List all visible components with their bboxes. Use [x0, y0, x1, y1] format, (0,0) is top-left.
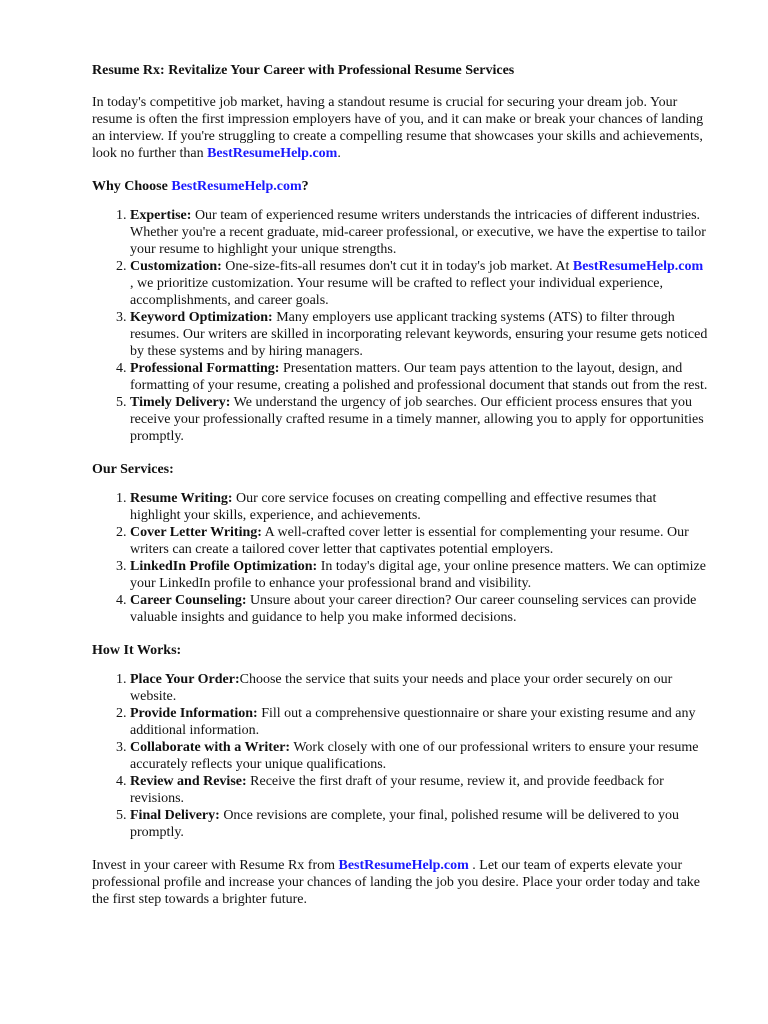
services-heading: Our Services:: [92, 462, 174, 477]
list-item: 4. Professional Formatting: Presentation matters. Our team pays attention to the layout, design, and formatting of your resume, creating a polished and professional document that stands out from the rest.: [130, 360, 708, 394]
why-brand-link[interactable]: BestResumeHelp.com: [171, 179, 302, 194]
how-it-works-list: [92, 671, 708, 841]
intro-paragraph: [92, 94, 708, 162]
outro-paragraph: Invest in your career with Resume Rx from BestResumeHelp.com . Let our team of experts elevate your professional profile and increase your chances of landing the job you desire. Place your order today and take the first step towards a brighter future.: [92, 858, 701, 907]
list-item: 1. Place Your Order:Choose the service that suits your needs and place your order securely on our website.: [130, 671, 708, 705]
list-item: 5. Final Delivery: Once revisions are complete, your final, polished resume will be delivered to you promptly.: [130, 807, 708, 841]
intro-end: .: [337, 146, 341, 161]
outro-brand-link[interactable]: BestResumeHelp.com: [338, 858, 469, 873]
brand-link[interactable]: BestResumeHelp.com: [207, 146, 338, 161]
why-choose-heading: Why Choose BestResumeHelp.com?: [92, 179, 309, 194]
list-item: 5. Timely Delivery: We understand the urgency of job searches. Our efficient process ensures that you receive your professionally crafted resume in a timely manner, allowing you to apply for opportunities promptly.: [130, 394, 708, 445]
why-choose-list: [92, 207, 708, 445]
services-list: [92, 490, 708, 626]
list-item: 4. Review and Revise: Receive the first draft of your resume, review it, and provide feedback for revisions.: [130, 773, 708, 807]
list-item: 2. Provide Information: Fill out a comprehensive questionnaire or share your existing resume and any additional information.: [130, 705, 708, 739]
list-item: 1. Expertise: Our team of experienced resume writers understands the intricacies of different industries. Whether you're a recent graduate, mid-career professional, or executive, we have the expertise to tailor your resume to highlight your unique strengths.: [130, 207, 708, 258]
list-item: 3. Keyword Optimization: Many employers use applicant tracking systems (ATS) to filter through resumes. Our writers are skilled in incorporating relevant keywords, ensuring your resume gets noticed by these systems and by hiring managers.: [130, 309, 708, 360]
list-item: 2. Cover Letter Writing: A well-crafted cover letter is essential for complementing your resume. Our writers can create a tailored cover letter that captivates potential employers.: [130, 524, 708, 558]
list-item: 4. Career Counseling: Unsure about your career direction? Our career counseling services can provide valuable insights and guidance to help you make informed decisions.: [130, 592, 708, 626]
list-item: 3. Collaborate with a Writer: Work closely with one of our professional writers to ensure your resume accurately reflects your unique qualifications.: [130, 739, 708, 773]
list-item: 2. Customization: One-size-fits-all resumes don't cut it in today's job market. At BestResumeHelp.com , we prioritize customization. Your resume will be crafted to reflect your individual experience, accomplishments, and career goals.: [130, 258, 708, 309]
list-item: 3. LinkedIn Profile Optimization: In today's digital age, your online presence matters. We can optimize your LinkedIn profile to enhance your professional brand and visibility.: [130, 558, 708, 592]
customization-brand-link[interactable]: BestResumeHelp.com: [572, 259, 704, 274]
intro-text: In today's competitive job market, having a standout resume is crucial for securing your dream job. Your resume is often the first impression employers have of you, and it can make or break your chances of landing an interview. If you're struggling to create a compelling resume that showcases your skills and achievements, look no further than: [92, 95, 704, 161]
page-title: Resume Rx: Revitalize Your Career with Professional Resume Services: [92, 63, 515, 78]
how-it-works-heading: How It Works:: [92, 643, 182, 658]
list-item: 1. Resume Writing: Our core service focuses on creating compelling and effective resumes that highlight your skills, experience, and achievements.: [130, 490, 708, 524]
